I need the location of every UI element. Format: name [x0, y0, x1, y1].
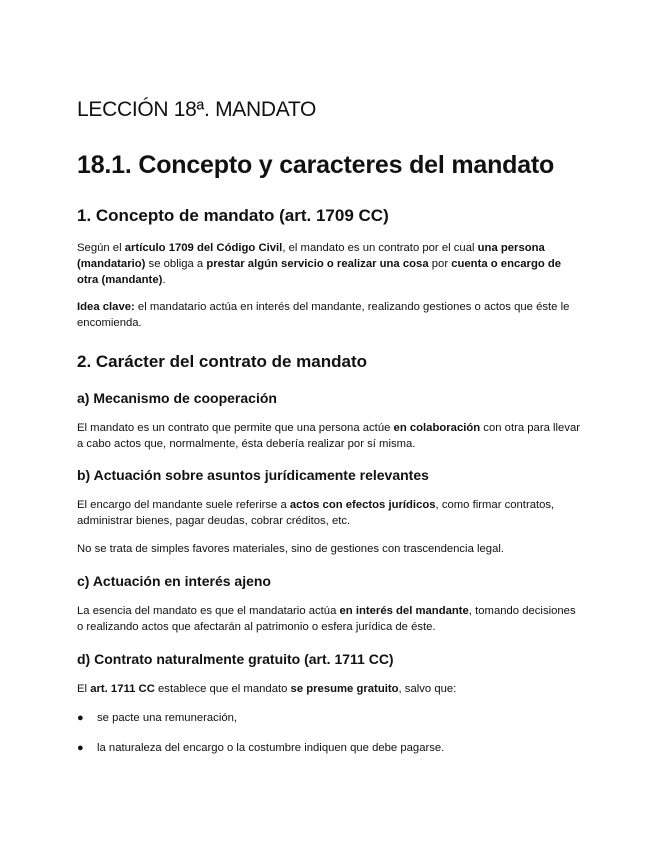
paragraph-trascendencia: [77, 541, 582, 557]
text-run: .: [162, 274, 166, 286]
bold-text: actos con efectos jurídicos: [289, 499, 436, 511]
paragraph-concepto: [77, 240, 582, 288]
bold-text: en interés del mandante: [339, 605, 469, 617]
text-run: , tomando decisiones o realizando actos que afectarán al patrimonio o esfera jurídica de éste.: [77, 605, 576, 633]
list-item: [77, 710, 238, 726]
bold-text: prestar algún servicio o realizar una cosa: [206, 258, 429, 270]
text-run: establece que el mandato: [154, 683, 291, 695]
heading-caracter: 2. Carácter del contrato de mandato: [77, 352, 368, 371]
text-run: el mandatario actúa en interés del mandante, realizando gestiones o actos que éste le encomienda.: [77, 301, 570, 329]
text-run: Según el: [77, 242, 125, 254]
heading-gratuito: d) Contrato naturalmente gratuito (art. 1711 CC): [77, 651, 394, 667]
paragraph-interes-ajeno: [77, 603, 582, 635]
text-run: , como firmar contratos, administrar bienes, pagar deudas, cobrar créditos, etc.: [77, 499, 555, 527]
heading-interes-ajeno: c) Actuación en interés ajeno: [77, 573, 271, 589]
text-run: El encargo del mandante suele referirse a: [77, 499, 290, 511]
bold-text: se presume gratuito: [290, 683, 399, 695]
heading-cooperacion: a) Mecanismo de cooperación: [77, 390, 277, 406]
bold-text: una persona (mandatario): [77, 242, 545, 270]
text-run: El: [77, 683, 91, 695]
text-run: No se trata de simples favores materiales, sino de gestiones con trascendencia legal.: [77, 543, 504, 555]
bold-text: cuenta o encargo de otra (mandante): [77, 258, 562, 286]
text-run: por: [428, 258, 452, 270]
paragraph-asuntos-juridicos: [77, 497, 582, 529]
text-run: con otra para llevar a cabo actos que, normalmente, ésta debería realizar por sí misma.: [77, 422, 581, 450]
bold-text: Idea clave:: [77, 301, 135, 313]
section-title: 18.1. Concepto y caracteres del mandato: [77, 151, 555, 179]
text-run: El mandato es un contrato que permite que una persona actúe: [77, 422, 394, 434]
list-item: [77, 740, 445, 756]
text-run: , salvo que:: [398, 683, 457, 695]
bullet-icon: ●: [77, 742, 84, 754]
bold-text: art. 1711 CC: [90, 683, 155, 695]
bold-text: en colaboración: [393, 422, 481, 434]
bold-text: artículo 1709 del Código Civil: [124, 242, 283, 254]
bullet-icon: ●: [77, 712, 84, 724]
text-run: La esencia del mandato es que el mandatario actúa: [77, 605, 340, 617]
heading-concepto: 1. Concepto de mandato (art. 1709 CC): [77, 206, 389, 225]
lesson-title: LECCIÓN 18ª. MANDATO: [77, 98, 317, 121]
list-item-text: se pacte una remuneración,: [97, 712, 238, 724]
text-run: , el mandato es un contrato por el cual: [282, 242, 478, 254]
text-run: se obliga a: [145, 258, 207, 270]
heading-asuntos-juridicos: b) Actuación sobre asuntos jurídicamente relevantes: [77, 467, 429, 483]
paragraph-cooperacion: [77, 420, 582, 452]
paragraph-idea-clave: [77, 299, 582, 331]
paragraph-gratuito: [77, 681, 582, 697]
list-item-text: la naturaleza del encargo o la costumbre indiquen que debe pagarse.: [97, 742, 445, 754]
